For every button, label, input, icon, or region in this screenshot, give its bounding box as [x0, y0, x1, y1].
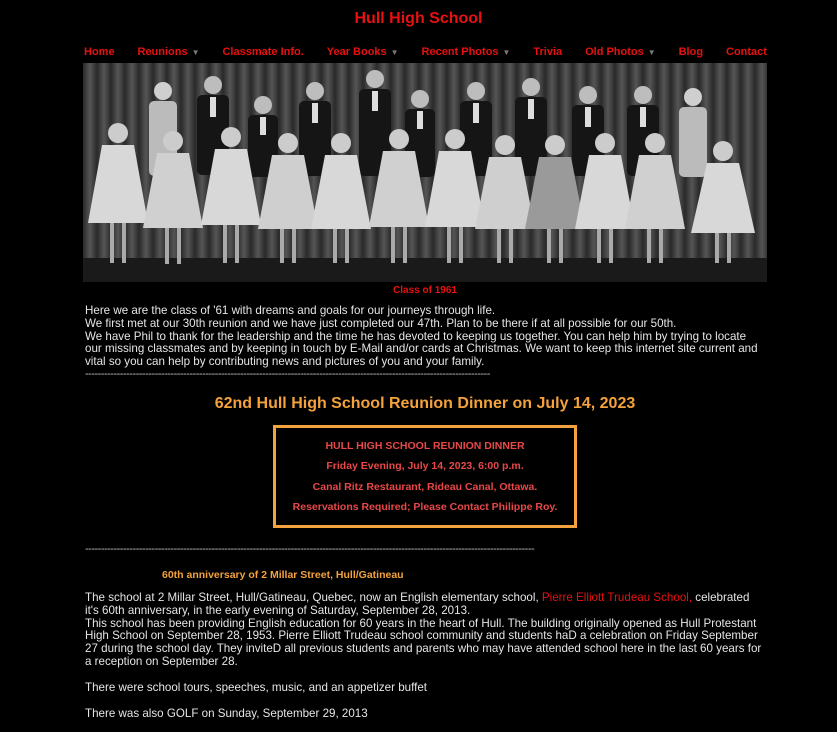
box-line-3: Canal Ritz Restaurant, Rideau Canal, Ottawa.	[312, 480, 538, 493]
nav-reunions[interactable]	[138, 46, 200, 58]
nav-home[interactable]	[84, 46, 115, 58]
anniversary-text	[85, 592, 765, 720]
anniversary-paragraph-1	[85, 592, 765, 618]
nav-label: Contact	[726, 46, 767, 58]
class-photo-illustration	[83, 63, 767, 282]
intro-line-2: We first met at our 30th reunion and we have just completed our 47th. Plan to be there if at all possible for our 50th.	[85, 316, 677, 330]
nav-blog[interactable]	[679, 46, 703, 58]
site-title: Hull High School	[354, 10, 483, 27]
chevron-down-icon: ▼	[647, 47, 656, 57]
box-line-4: Reservations Required; Please Contact Philippe Roy.	[292, 501, 558, 513]
anniversary-paragraph-3: There were school tours, speeches, music, and an appetizer buffet	[85, 680, 427, 694]
anniversary-heading: 60th anniversary of 2 Millar Street, Hull/Gatineau	[162, 569, 404, 581]
chevron-down-icon: ▼	[191, 47, 200, 57]
reunion-details-box	[273, 425, 577, 528]
photo-caption: Class of 1961	[393, 285, 457, 296]
box-line-1: HULL HIGH SCHOOL REUNION DINNER	[325, 439, 525, 452]
p1-text: celebrated it's 60th anniversary, in the early evening of Saturday, September 28, 2013.	[85, 591, 750, 617]
nav-recent-photos[interactable]	[422, 46, 511, 58]
nav-label: Classmate Info.	[222, 46, 304, 58]
intro-line-3: We have Phil to thank for the leadership and the time he has devoted to keeping us together. You can help him by trying to locate our missing classmates and by keeping in touch by E-Mail and/or cards at Christmas. We want to keep this internet site current and vital so you can help by contributing news and pictures of you and your family.	[85, 329, 758, 369]
nav-trivia[interactable]	[533, 46, 562, 58]
intro-text	[85, 305, 765, 380]
nav-label: Home	[84, 46, 115, 58]
main-nav	[84, 44, 767, 60]
p1-text: The school at 2 Millar Street, Hull/Gatineau, Quebec, now an English elementary school,	[85, 591, 542, 604]
nav-label: Year Books	[326, 46, 387, 58]
dashed-divider: ----------------------------------------------------------------------------------------------------------------------------------------------	[85, 544, 535, 555]
chevron-down-icon: ▼	[390, 47, 399, 57]
nav-label: Recent Photos	[421, 46, 499, 58]
nav-contact[interactable]	[726, 46, 767, 58]
nav-label: Trivia	[533, 46, 563, 58]
anniversary-paragraph-4: There was also GOLF on Sunday, September 29, 2013	[85, 706, 368, 720]
intro-line-1: Here we are the class of '61 with dreams and goals for our journeys through life.	[85, 304, 496, 317]
chevron-down-icon: ▼	[502, 47, 511, 57]
dashed-divider: --------------------------------------------------------------------------------------------------------------------------------	[85, 368, 490, 380]
nav-classmate-info[interactable]	[222, 46, 303, 58]
nav-label: Blog	[678, 46, 704, 58]
trudeau-school-link[interactable]: Pierre Elliott Trudeau School,	[541, 591, 693, 604]
reunion-heading: 62nd Hull High School Reunion Dinner on July 14, 2023	[214, 395, 636, 412]
nav-label: Old Photos	[585, 46, 644, 58]
nav-old-photos[interactable]	[585, 46, 656, 58]
nav-year-books[interactable]	[327, 46, 399, 58]
nav-label: Reunions	[137, 46, 188, 58]
class-photo	[83, 63, 767, 282]
anniversary-paragraph-2: This school has been providing English education for 60 years in the heart of Hull. The building originally opened as Hull Protestant High School on September 28, 1953. Pierre Elliott Trudeau school community and students haD a celebration on Friday September 27 during the school day. They inviteD all previous students and parents who may have attended school here in the last 60 years for a reception on September 28.	[85, 616, 762, 668]
box-line-2: Friday Evening, July 14, 2023, 6:00 p.m.	[326, 460, 524, 472]
